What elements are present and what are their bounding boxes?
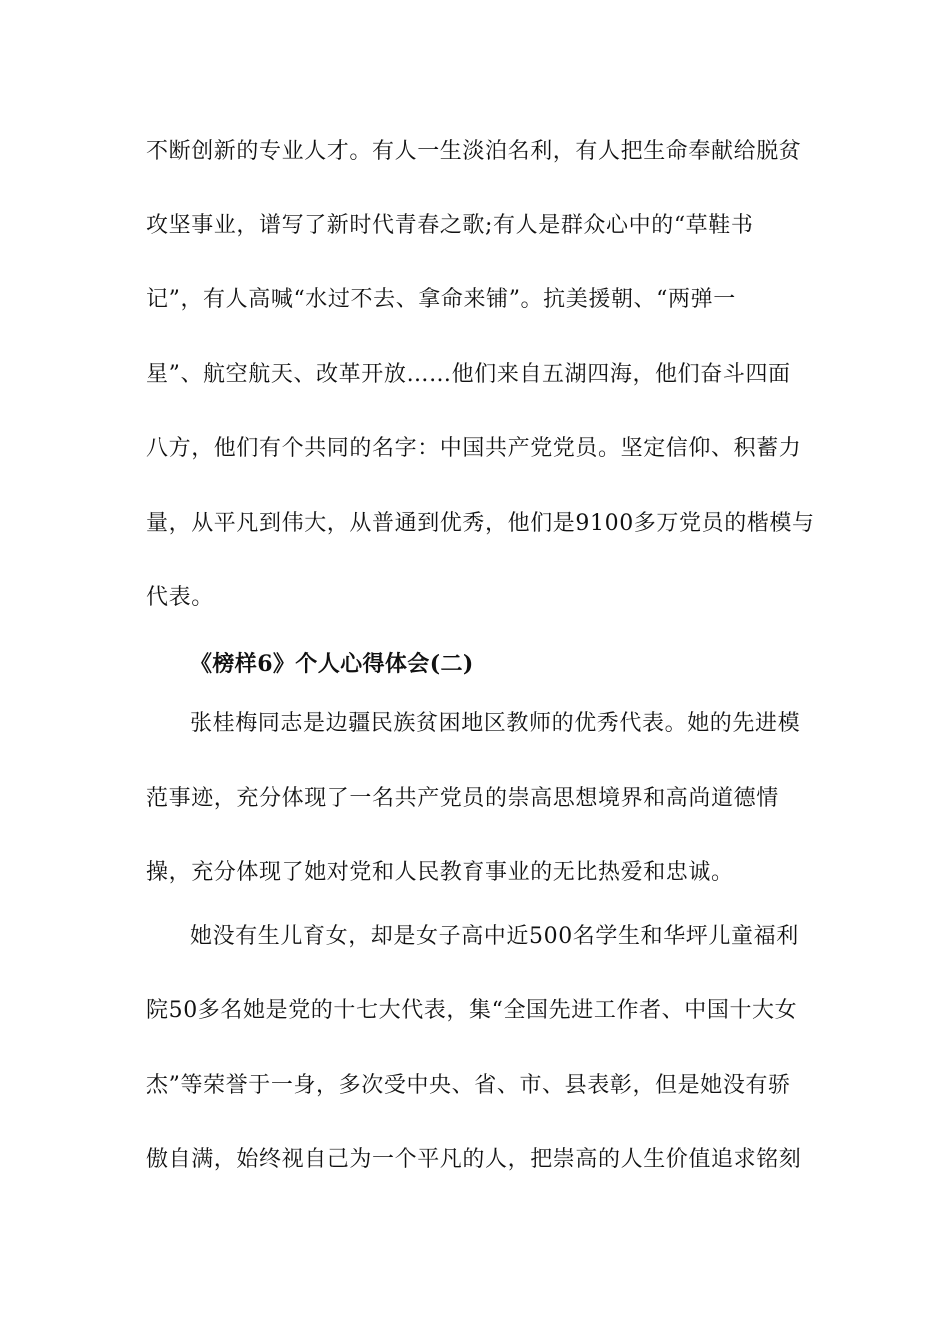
paragraph-2-line-3: 操，充分体现了她对党和人民教育事业的无比热爱和忠诚。	[146, 860, 734, 885]
paragraph-2-line-2: 范事迹，充分体现了一名共产党员的崇高思想境界和高尚道德情	[146, 786, 779, 811]
paragraph-3-line-3: 杰”等荣誉于一身，多次受中央、省、市、县表彰，但是她没有骄	[146, 1073, 791, 1098]
paragraph-1-line-4: 星”、航空航天、改革开放……他们来自五湖四海，他们奋斗四面	[146, 362, 791, 387]
paragraph-3-line-4: 傲自满，始终视自己为一个平凡的人，把崇高的人生价值追求铭刻	[146, 1147, 802, 1172]
paragraph-1-line-6: 量，从平凡到伟大，从普通到优秀，他们是9100多万党员的楷模与	[146, 511, 815, 536]
paragraph-1-line-2: 攻坚事业，谱写了新时代青春之歌;有人是群众心中的“草鞋书	[146, 213, 754, 238]
paragraph-1-line-3: 记”，有人高喊“水过不去、拿命来铺”。抗美援朝、“两弹一	[146, 287, 736, 312]
paragraph-1-line-5: 八方，他们有个共同的名字：中国共产党党员。坚定信仰、积蓄力	[146, 436, 802, 461]
paragraph-3-line-1: 她没有生儿育女，却是女子高中近500名学生和华坪儿童福利	[190, 924, 799, 949]
paragraph-1-line-1: 不断创新的专业人才。有人一生淡泊名利，有人把生命奉献给脱贫	[146, 139, 802, 164]
section-heading: 《榜样6》个人心得体会(二)	[190, 651, 474, 677]
paragraph-3-line-2: 院50多名她是党的十七大代表，集“全国先进工作者、中国十大女	[146, 998, 798, 1023]
paragraph-2-line-1: 张桂梅同志是边疆民族贫困地区教师的优秀代表。她的先进模	[190, 711, 801, 736]
paragraph-1-line-7: 代表。	[146, 585, 214, 610]
